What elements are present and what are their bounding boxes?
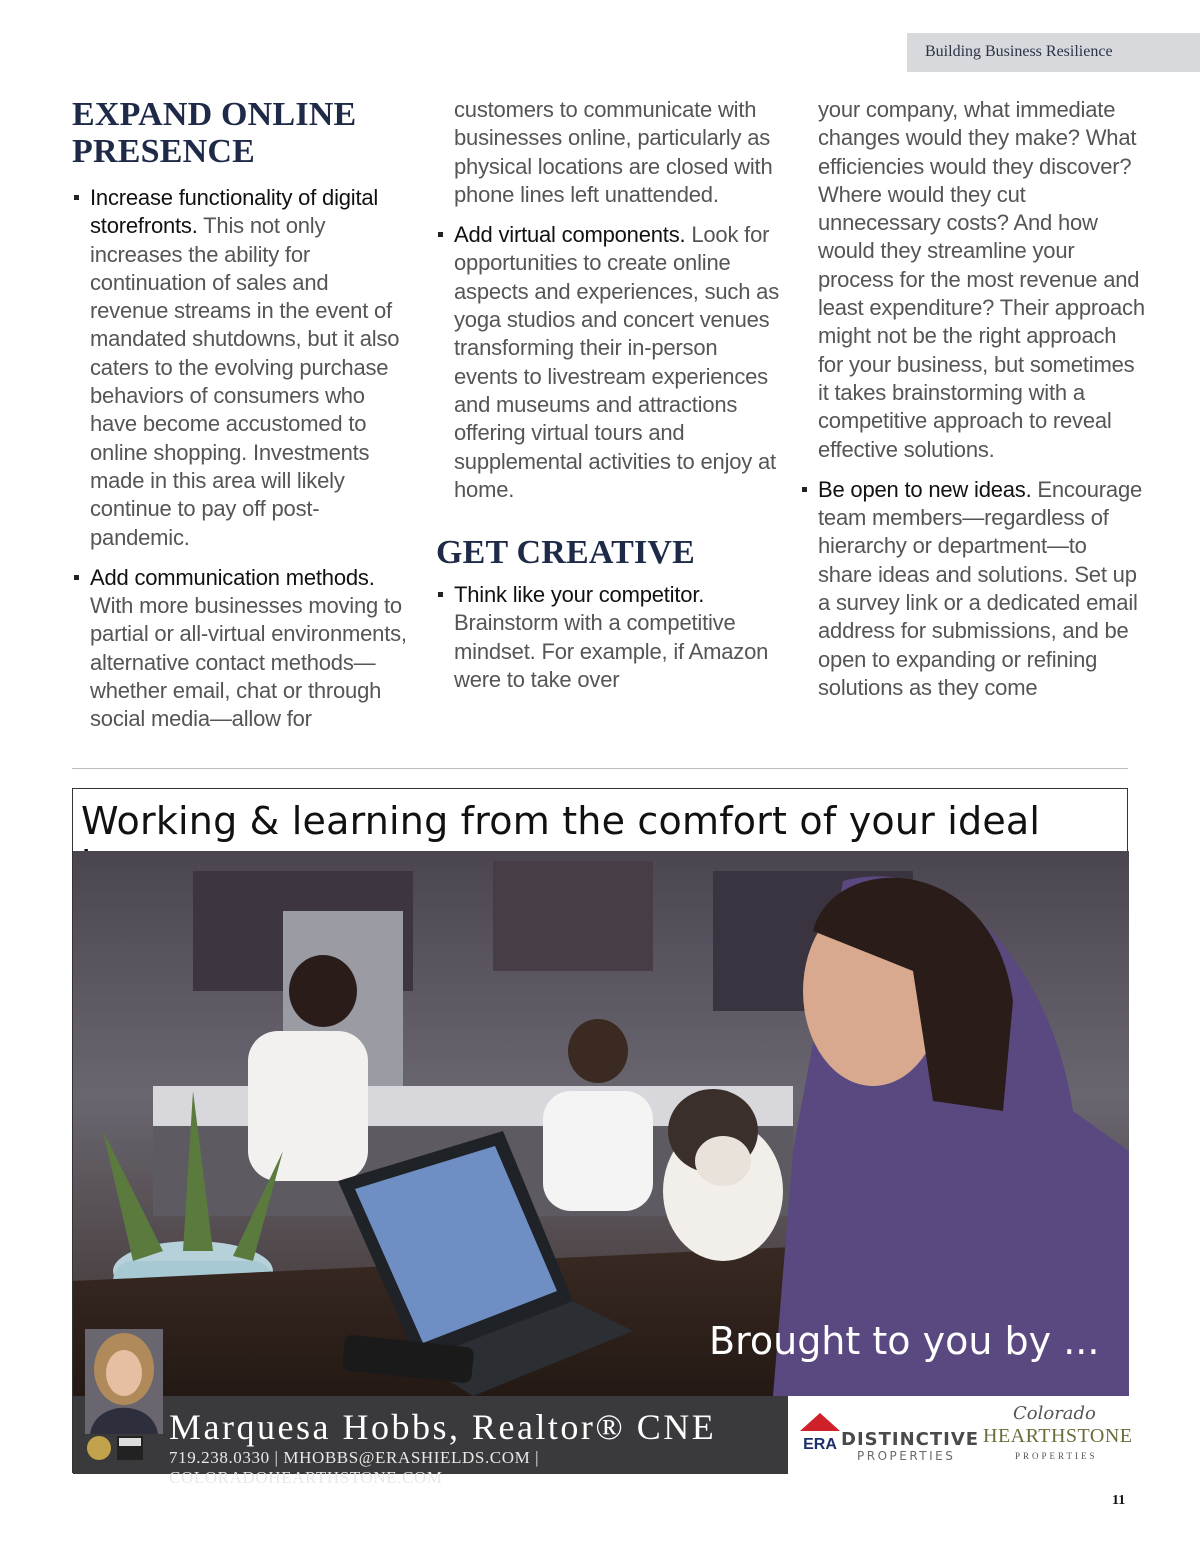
- hearthstone-logo-script: Colorado: [1013, 1403, 1096, 1424]
- award-badges-icon: [85, 1433, 145, 1463]
- item-lead: Be open to new ideas.: [818, 476, 1032, 502]
- distinctive-logo-text: DISTINCTIVE: [841, 1429, 980, 1450]
- bullet-icon: [74, 575, 79, 580]
- list-item: [800, 476, 1145, 702]
- column-2: [436, 96, 781, 694]
- bullet-icon: [802, 487, 807, 492]
- list-item: [436, 221, 781, 504]
- era-logo-icon: [795, 1409, 845, 1461]
- heading-get-creative: GET CREATIVE: [436, 534, 696, 572]
- distinctive-logo-subtext: PROPERTIES: [857, 1449, 956, 1463]
- item-text: Look for opportunities to create online aspects and experiences, such as yoga studios and concert venues transforming their in-person events to livestream experiences and museums and attractions offering virtual tours and supplemental activities to enjoy at home.: [454, 222, 780, 502]
- list-item: [72, 184, 412, 552]
- bullet-icon: [438, 232, 443, 237]
- svg-text:ERA: ERA: [803, 1436, 837, 1453]
- item-lead: Add virtual components.: [454, 222, 686, 248]
- ad-photo: [73, 851, 1129, 1396]
- item-lead: Add communication methods.: [90, 564, 375, 590]
- list-item: [436, 581, 781, 694]
- agent-name: Marquesa Hobbs, Realtor® CNE: [169, 1407, 717, 1447]
- hearthstone-logo-subtext: PROPERTIES: [1015, 1451, 1098, 1461]
- continued-text: your company, what immediate changes would they make? What efficiencies would they discover? Where would they cut unnecessary costs? And how would they streamline your process for the most revenue and least expenditure? Their approach might not be the right approach for your business, but sometimes it takes brainstorming with a competitive approach to reveal effective solutions.: [818, 97, 1145, 462]
- advertisement: [72, 788, 1133, 1487]
- column-3: [800, 96, 1145, 702]
- hearthstone-logo-text: HEARTHSTONE: [983, 1425, 1133, 1447]
- column-1: [72, 96, 412, 734]
- bullet-icon: [74, 195, 79, 200]
- ad-headline: Working & learning from the comfort of your ideal: [81, 799, 1041, 843]
- heading-expand-online-presence: EXPAND ONLINE PRESENCE: [72, 96, 357, 170]
- agent-photo: [85, 1329, 163, 1434]
- item-text: This not only increases the ability for continuation of sales and revenue streams in the event of mandated shutdowns, but it also caters to the evolving purchase behaviors of consumers who have become accustomed to online shopping. Investments made in this area will likely continue to pay off post-pandemic.: [90, 213, 400, 550]
- section-title: Building Business Resilience: [925, 43, 1113, 60]
- section-tab: [907, 33, 1200, 72]
- continued-text: customers to communicate with businesses online, particularly as physical locations are closed with phone lines left unattended.: [454, 97, 773, 207]
- item-text: With more businesses moving to partial or all-virtual environments, alternative contact methods—whether email, chat or through social media—allow for: [90, 593, 407, 732]
- agent-contact: 719.238.0330 | MHOBBS@ERASHIELDS.COM | COLORADOHEARTHSTONE.COM: [169, 1448, 540, 1487]
- item-lead: Increase functionality of digital storefronts.: [90, 185, 379, 239]
- item-lead: Think like your competitor.: [454, 582, 705, 608]
- list-item: [72, 564, 412, 734]
- agent-bar: [73, 1396, 788, 1487]
- item-text: Brainstorm with a competitive mindset. For example, if Amazon were to take over: [454, 610, 769, 693]
- bullet-icon: [438, 592, 443, 597]
- brought-to-you-by: Brought to you by ...: [709, 1319, 1100, 1363]
- item-text: Encourage team members—regardless of hierarchy or department—to share ideas and solutions. Set up a survey link or a dedicated email address for submissions, and be open to expanding or refining solutions as they come: [818, 476, 1143, 700]
- page-number: 11: [1112, 1493, 1126, 1508]
- divider: [72, 768, 1128, 769]
